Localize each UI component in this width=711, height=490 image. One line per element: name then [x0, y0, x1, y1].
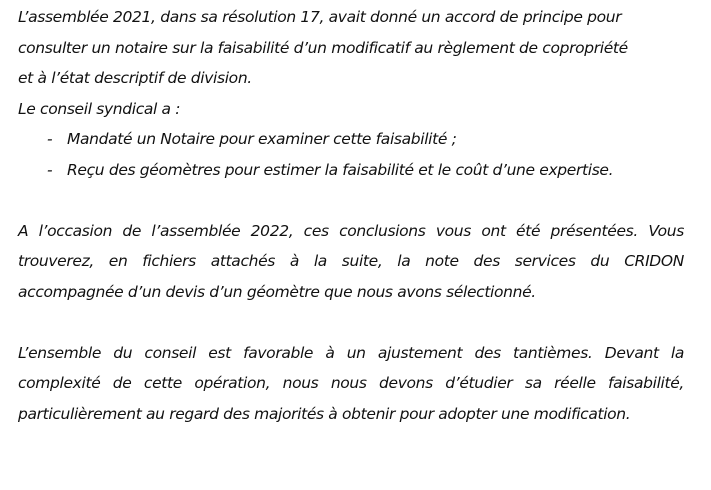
text-line: L’ensemble du conseil est favorable à un ajustement des tantièmes. Devant la	[18, 343, 684, 362]
text-line: trouverez, en fichiers attachés à la suite, la note des services du CRIDON	[18, 252, 684, 270]
paragraph-spacer	[18, 185, 684, 216]
paragraph-assemblee-2022	[18, 216, 684, 308]
paragraph-resolution-2021	[18, 2, 684, 94]
text-line: L’assemblée 2021, dans sa résolution 17, avait donné un accord de principe pour	[18, 8, 622, 26]
list-item-text: Mandaté un Notaire pour examiner cette faisabilité ;	[67, 130, 457, 148]
list-item	[18, 155, 684, 186]
list-item-text: Reçu des géomètres pour estimer la faisabilité et le coût d’une expertise.	[67, 160, 614, 179]
text-line: particulièrement au regard des majorités à obtenir pour adopter une modification.	[18, 404, 631, 423]
paragraph-conseil-favorable	[18, 338, 684, 430]
conseil-actions-list	[18, 124, 684, 185]
text-line: et à l’état descriptif de division.	[18, 69, 252, 87]
text-line: accompagnée d’un devis d’un géomètre que nous avons sélectionné.	[18, 282, 536, 301]
text-line: complexité de cette opération, nous nous devons d’étudier sa réelle faisabilité,	[18, 374, 684, 392]
list-item	[18, 124, 684, 155]
dash-bullet-icon: -	[47, 130, 53, 148]
text-line: Le conseil syndical a :	[18, 99, 181, 118]
conseil-intro	[18, 94, 684, 125]
document-body	[18, 2, 684, 429]
text-line: A l’occasion de l’assemblée 2022, ces conclusions vous ont été présentées. Vous	[18, 221, 684, 240]
text-line: consulter un notaire sur la faisabilité d’un modificatif au règlement de copropriété	[18, 38, 628, 57]
dash-bullet-icon: -	[47, 160, 53, 179]
paragraph-spacer	[18, 307, 684, 338]
